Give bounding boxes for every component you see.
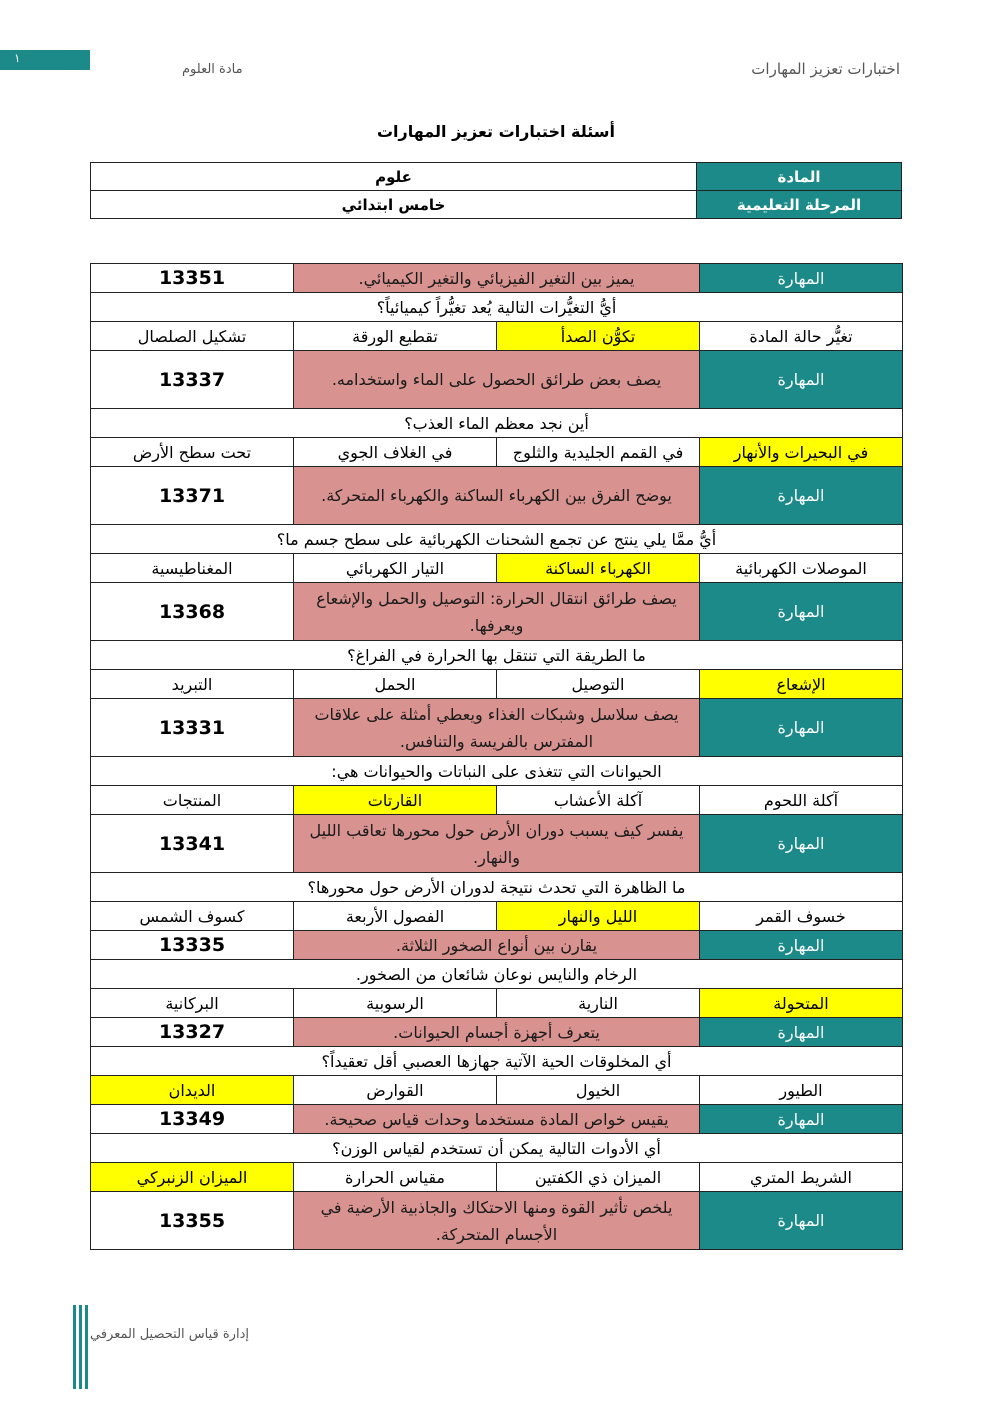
correct-option: في البحيرات والأنهار — [700, 438, 903, 467]
option: القوارض — [294, 1076, 497, 1105]
question-row — [91, 873, 903, 902]
skill-code: 13351 — [91, 264, 294, 293]
skill-row — [91, 815, 903, 873]
options-row — [91, 1076, 903, 1105]
correct-option: الإشعاع — [700, 670, 903, 699]
option: الحمل — [294, 670, 497, 699]
skill-code: 13368 — [91, 583, 294, 641]
skill-label: المهارة — [700, 699, 903, 757]
info-label: المادة — [697, 163, 902, 191]
skill-code: 13327 — [91, 1018, 294, 1047]
skill-label: المهارة — [700, 264, 903, 293]
skill-code: 13341 — [91, 815, 294, 873]
option: الموصلات الكهربائية — [700, 554, 903, 583]
skill-row — [91, 931, 903, 960]
options-row — [91, 786, 903, 815]
question-text: أين نجد معظم الماء العذب؟ — [91, 409, 903, 438]
skill-text: يلخص تأثير القوة ومنها الاحتكاك والجاذبية الأرضية في الأجسام المتحركة. — [294, 1192, 700, 1250]
option: مقياس الحرارة — [294, 1163, 497, 1192]
skill-row — [91, 467, 903, 525]
skill-text: يصف سلاسل وشبكات الغذاء ويعطي أمثلة على علاقات المفترس بالفريسة والتنافس. — [294, 699, 700, 757]
skill-text: يوضح الفرق بين الكهرباء الساكنة والكهرباء المتحركة. — [294, 467, 700, 525]
info-row-subject — [91, 163, 902, 191]
skill-text: يقارن بين أنواع الصخور الثلاثة. — [294, 931, 700, 960]
question-row — [91, 1134, 903, 1163]
skill-text: يقيس خواص المادة مستخدما وحدات قياس صحيحة. — [294, 1105, 700, 1134]
option: تشكيل الصلصال — [91, 322, 294, 351]
option: البركانية — [91, 989, 294, 1018]
skill-row — [91, 1018, 903, 1047]
question-text: ما الظاهرة التي تحدث نتيجة لدوران الأرض حول محورها؟ — [91, 873, 903, 902]
correct-option: الليل والنهار — [497, 902, 700, 931]
skill-label: المهارة — [700, 1192, 903, 1250]
options-row — [91, 322, 903, 351]
skill-code: 13337 — [91, 351, 294, 409]
skill-text: يصف بعض طرائق الحصول على الماء واستخدامه. — [294, 351, 700, 409]
option: الطيور — [700, 1076, 903, 1105]
option: الميزان ذي الكفتين — [497, 1163, 700, 1192]
question-text: أيُّ ممَّا يلي ينتج عن تجمع الشحنات الكهربائية على سطح جسم ما؟ — [91, 525, 903, 554]
options-row — [91, 902, 903, 931]
header-title: اختبارات تعزيز المهارات — [751, 60, 900, 78]
question-text: الحيوانات التي تتغذى على النباتات والحيوانات هي: — [91, 757, 903, 786]
option: المغناطيسية — [91, 554, 294, 583]
skills-table — [90, 263, 903, 1250]
skill-row — [91, 1192, 903, 1250]
option: خسوف القمر — [700, 902, 903, 931]
skill-label: المهارة — [700, 467, 903, 525]
footer-bars — [73, 1305, 93, 1389]
question-row — [91, 960, 903, 989]
info-label: المرحلة التعليمية — [697, 191, 902, 219]
correct-option: الميزان الزنبركي — [91, 1163, 294, 1192]
option: تغيُّر حالة المادة — [700, 322, 903, 351]
correct-option: تكوُّن الصدأ — [497, 322, 700, 351]
skill-label: المهارة — [700, 931, 903, 960]
skill-label: المهارة — [700, 583, 903, 641]
correct-option: المتحولة — [700, 989, 903, 1018]
page-title: أسئلة اختبارات تعزيز المهارات — [376, 122, 616, 141]
question-row — [91, 525, 903, 554]
skill-text: يتعرف أجهزة أجسام الحيوانات. — [294, 1018, 700, 1047]
option: تحت سطح الأرض — [91, 438, 294, 467]
correct-option: الديدان — [91, 1076, 294, 1105]
page-number: ١ — [14, 51, 21, 65]
options-row — [91, 670, 903, 699]
option: الشريط المتري — [700, 1163, 903, 1192]
question-text: أي الأدوات التالية يمكن أن تستخدم لقياس الوزن؟ — [91, 1134, 903, 1163]
skill-text: يميز بين التغير الفيزيائي والتغير الكيميائي. — [294, 264, 700, 293]
option: الفصول الأربعة — [294, 902, 497, 931]
question-row — [91, 641, 903, 670]
info-value: خامس ابتدائي — [91, 191, 697, 219]
option: في القمم الجليدية والثلوج — [497, 438, 700, 467]
question-text: أي المخلوقات الحية الآتية جهازها العصبي أقل تعقيداً؟ — [91, 1047, 903, 1076]
skill-label: المهارة — [700, 1018, 903, 1047]
skill-code: 13349 — [91, 1105, 294, 1134]
question-text: ما الطريقة التي تنتقل بها الحرارة في الفراغ؟ — [91, 641, 903, 670]
skill-label: المهارة — [700, 815, 903, 873]
info-value: علوم — [91, 163, 697, 191]
question-row — [91, 293, 903, 322]
option: التوصيل — [497, 670, 700, 699]
option: الخيول — [497, 1076, 700, 1105]
question-row — [91, 757, 903, 786]
info-table — [90, 162, 902, 219]
question-row — [91, 409, 903, 438]
option: التيار الكهربائي — [294, 554, 497, 583]
header-subject: مادة العلوم — [182, 62, 243, 77]
skill-row — [91, 1105, 903, 1134]
correct-option: القارتات — [294, 786, 497, 815]
option: في الغلاف الجوي — [294, 438, 497, 467]
option: التبريد — [91, 670, 294, 699]
option: آكلة الأعشاب — [497, 786, 700, 815]
options-row — [91, 554, 903, 583]
option: النارية — [497, 989, 700, 1018]
options-row — [91, 438, 903, 467]
options-row — [91, 1163, 903, 1192]
skill-code: 13355 — [91, 1192, 294, 1250]
skill-row — [91, 699, 903, 757]
question-text: الرخام والنايس نوعان شائعان من الصخور. — [91, 960, 903, 989]
skill-label: المهارة — [700, 1105, 903, 1134]
options-row — [91, 989, 903, 1018]
skill-code: 13331 — [91, 699, 294, 757]
skill-label: المهارة — [700, 351, 903, 409]
skill-row — [91, 264, 903, 293]
option: الرسوبية — [294, 989, 497, 1018]
question-text: أيُّ التغيُّرات التالية يُعد تغيُّراً كيميائياً؟ — [91, 293, 903, 322]
info-row-stage — [91, 191, 902, 219]
skill-code: 13371 — [91, 467, 294, 525]
option: آكلة اللحوم — [700, 786, 903, 815]
page-number-tab — [0, 50, 90, 70]
skill-text: يفسر كيف يسبب دوران الأرض حول محورها تعاقب الليل والنهار. — [294, 815, 700, 873]
option: المنتجات — [91, 786, 294, 815]
skill-row — [91, 351, 903, 409]
skill-text: يصف طرائق انتقال الحرارة: التوصيل والحمل والإشعاع ويعرفها. — [294, 583, 700, 641]
skill-row — [91, 583, 903, 641]
question-row — [91, 1047, 903, 1076]
correct-option: الكهرباء الساكنة — [497, 554, 700, 583]
footer-text: إدارة قياس التحصيل المعرفي — [90, 1327, 249, 1342]
option: كسوف الشمس — [91, 902, 294, 931]
skill-code: 13335 — [91, 931, 294, 960]
option: تقطيع الورقة — [294, 322, 497, 351]
